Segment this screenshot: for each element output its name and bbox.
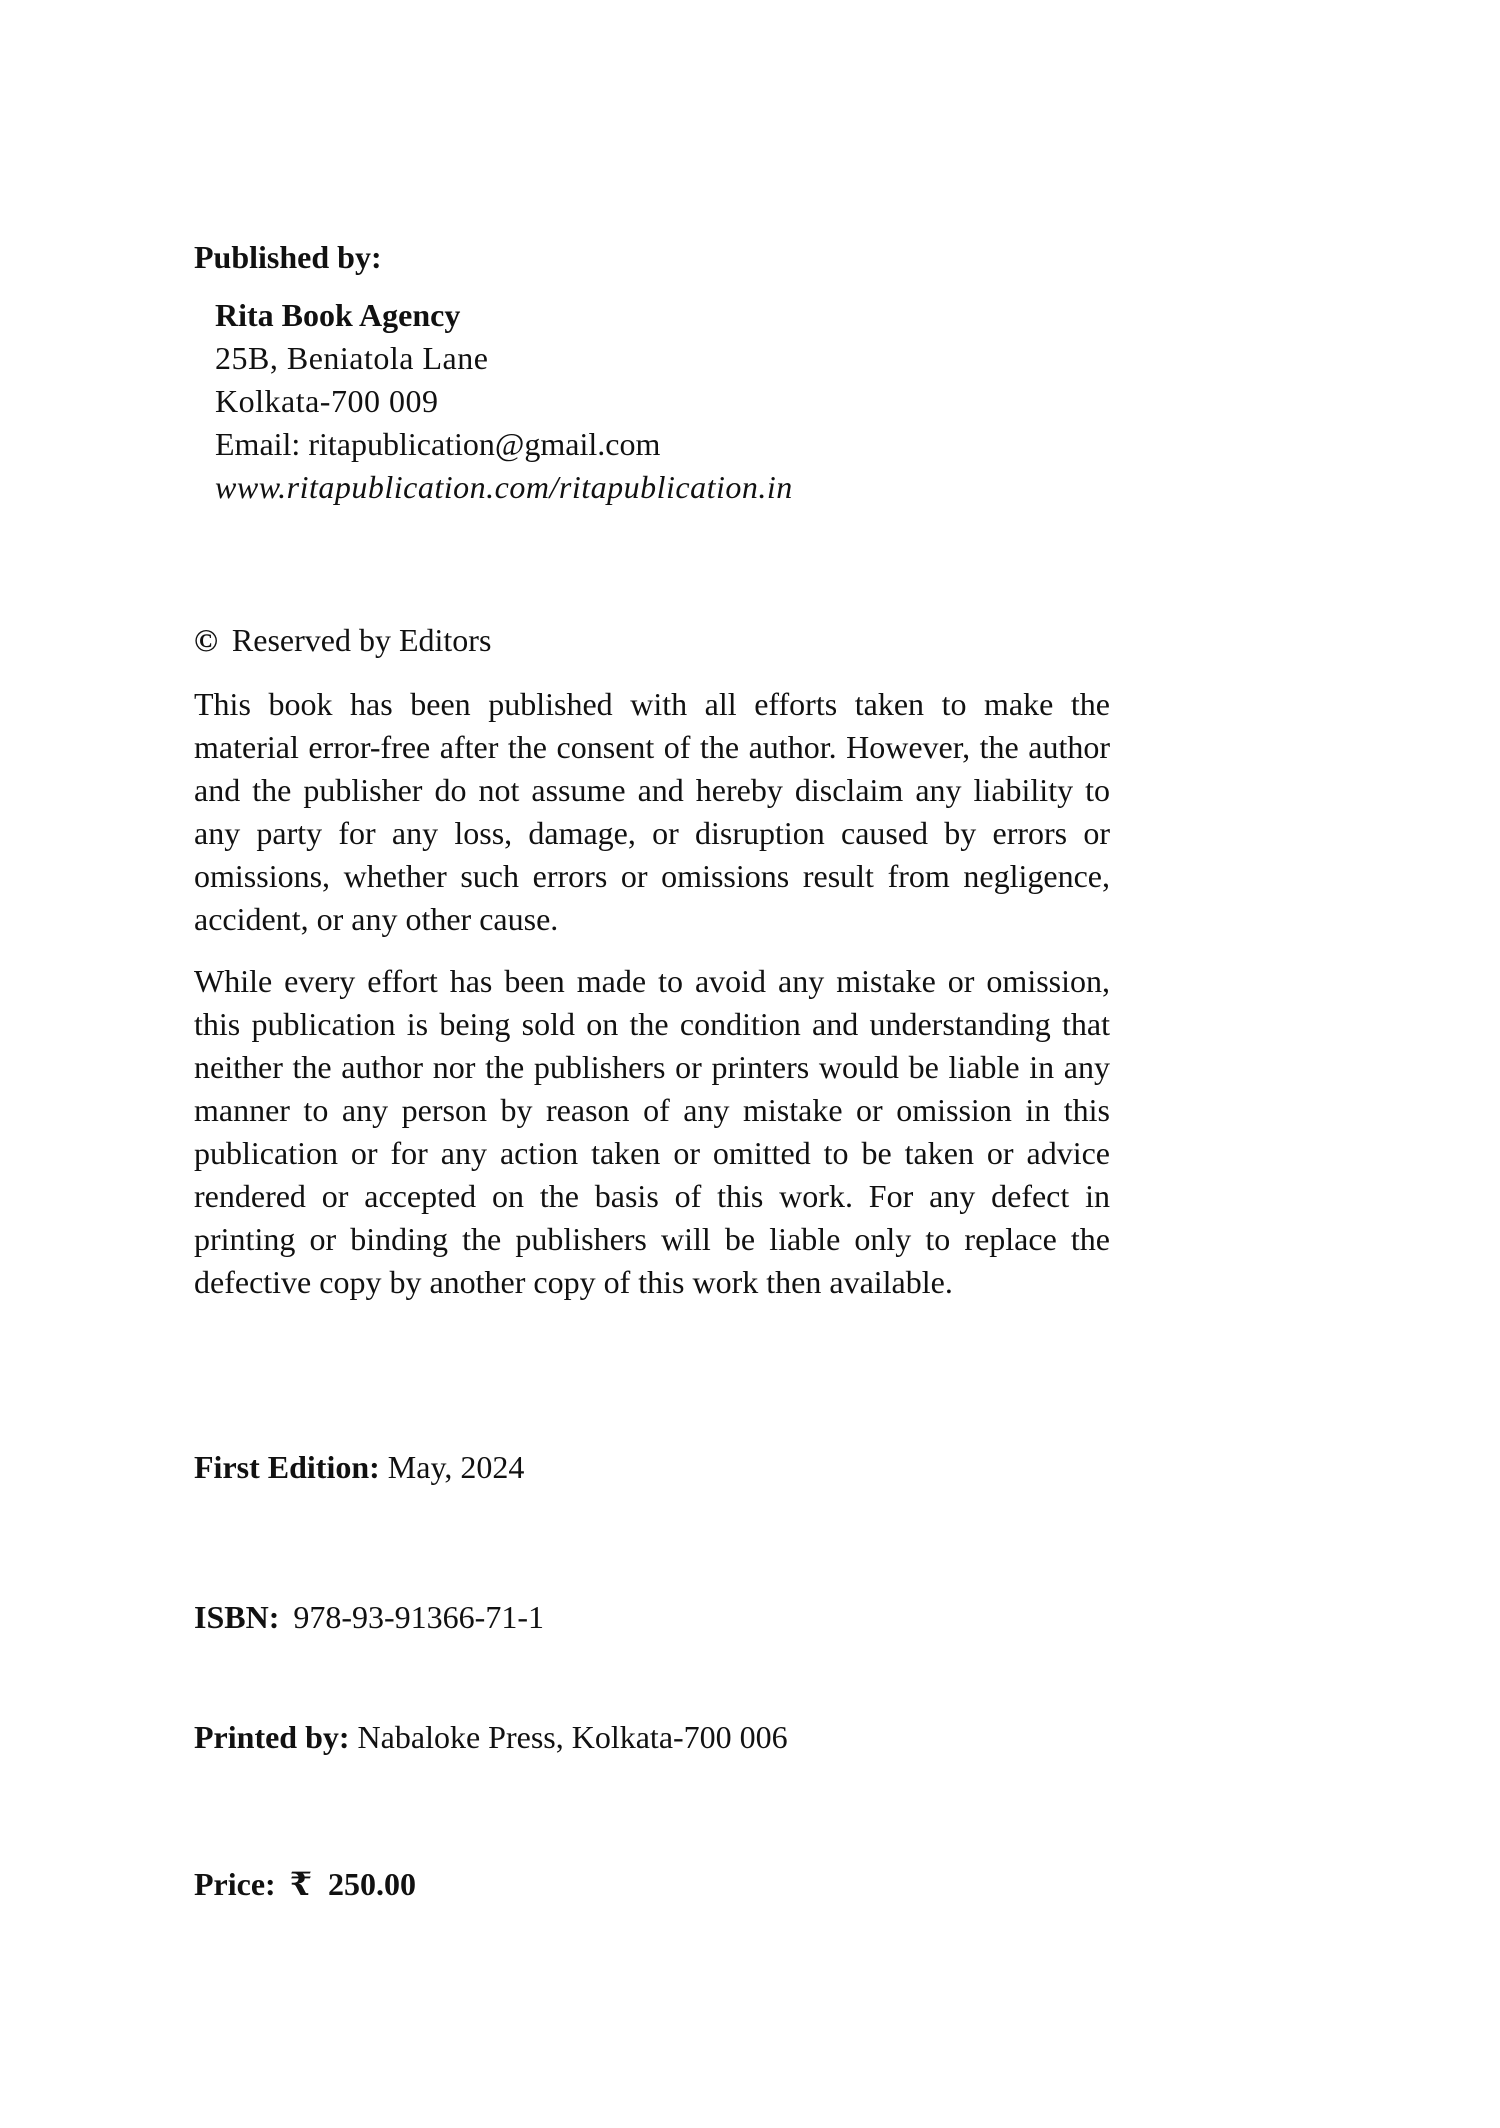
edition-line: [194, 1446, 524, 1489]
publisher-website: www.ritapublication.com/ritapublication.in: [215, 469, 793, 505]
published-by-heading: Published by:: [194, 239, 382, 275]
rupee-icon: ₹: [289, 1866, 312, 1902]
publisher-name: Rita Book Agency: [215, 297, 461, 333]
price-label: Price:: [194, 1866, 276, 1902]
disclaimer-text-1: This book has been published with all efforts taken to make the material error-free after the consent of the author. However, the author and the publisher do not assume and hereby disclaim any liability to any party for any loss, damage, or disruption caused by errors or omissions, whether such errors or omissions result from negligence, accident, or any other cause.: [194, 686, 1110, 937]
isbn-line: [194, 1596, 544, 1639]
printer-label: Printed by:: [194, 1719, 350, 1755]
edition-label: First Edition:: [194, 1449, 380, 1485]
printer-value: Nabaloke Press, Kolkata-700 006: [357, 1719, 788, 1755]
price-value: 250.00: [327, 1866, 416, 1902]
printer-line: [194, 1716, 788, 1759]
disclaimer-paragraph-1: [194, 683, 1110, 941]
copyright-icon: ©: [194, 622, 218, 658]
edition-value: May, 2024: [387, 1449, 525, 1485]
disclaimer-text-2: While every effort has been made to avoid any mistake or omission, this publication is being sold on the condition and understanding that neither the author nor the publishers or printers would be liable in any manner to any person by reason of any mistake or omission in this publication or for any action taken or omitted to be taken or advice rendered or accepted on the basis of this work. For any defect in printing or binding the publishers will be liable only to replace the defective copy by another copy of this work then available.: [194, 963, 1110, 1300]
price-line: [194, 1863, 416, 1906]
copyright-text: Reserved by Editors: [231, 622, 492, 658]
isbn-label: ISBN:: [194, 1599, 280, 1635]
isbn-value: 978-93-91366-71-1: [293, 1599, 544, 1635]
publisher-email: Email: ritapublication@gmail.com: [215, 426, 661, 462]
publisher-address-line1: 25B, Beniatola Lane: [215, 340, 489, 376]
publisher-address-line2: Kolkata-700 009: [215, 383, 439, 419]
copyright-line: [194, 619, 491, 662]
disclaimer-paragraph-2: [194, 960, 1110, 1304]
